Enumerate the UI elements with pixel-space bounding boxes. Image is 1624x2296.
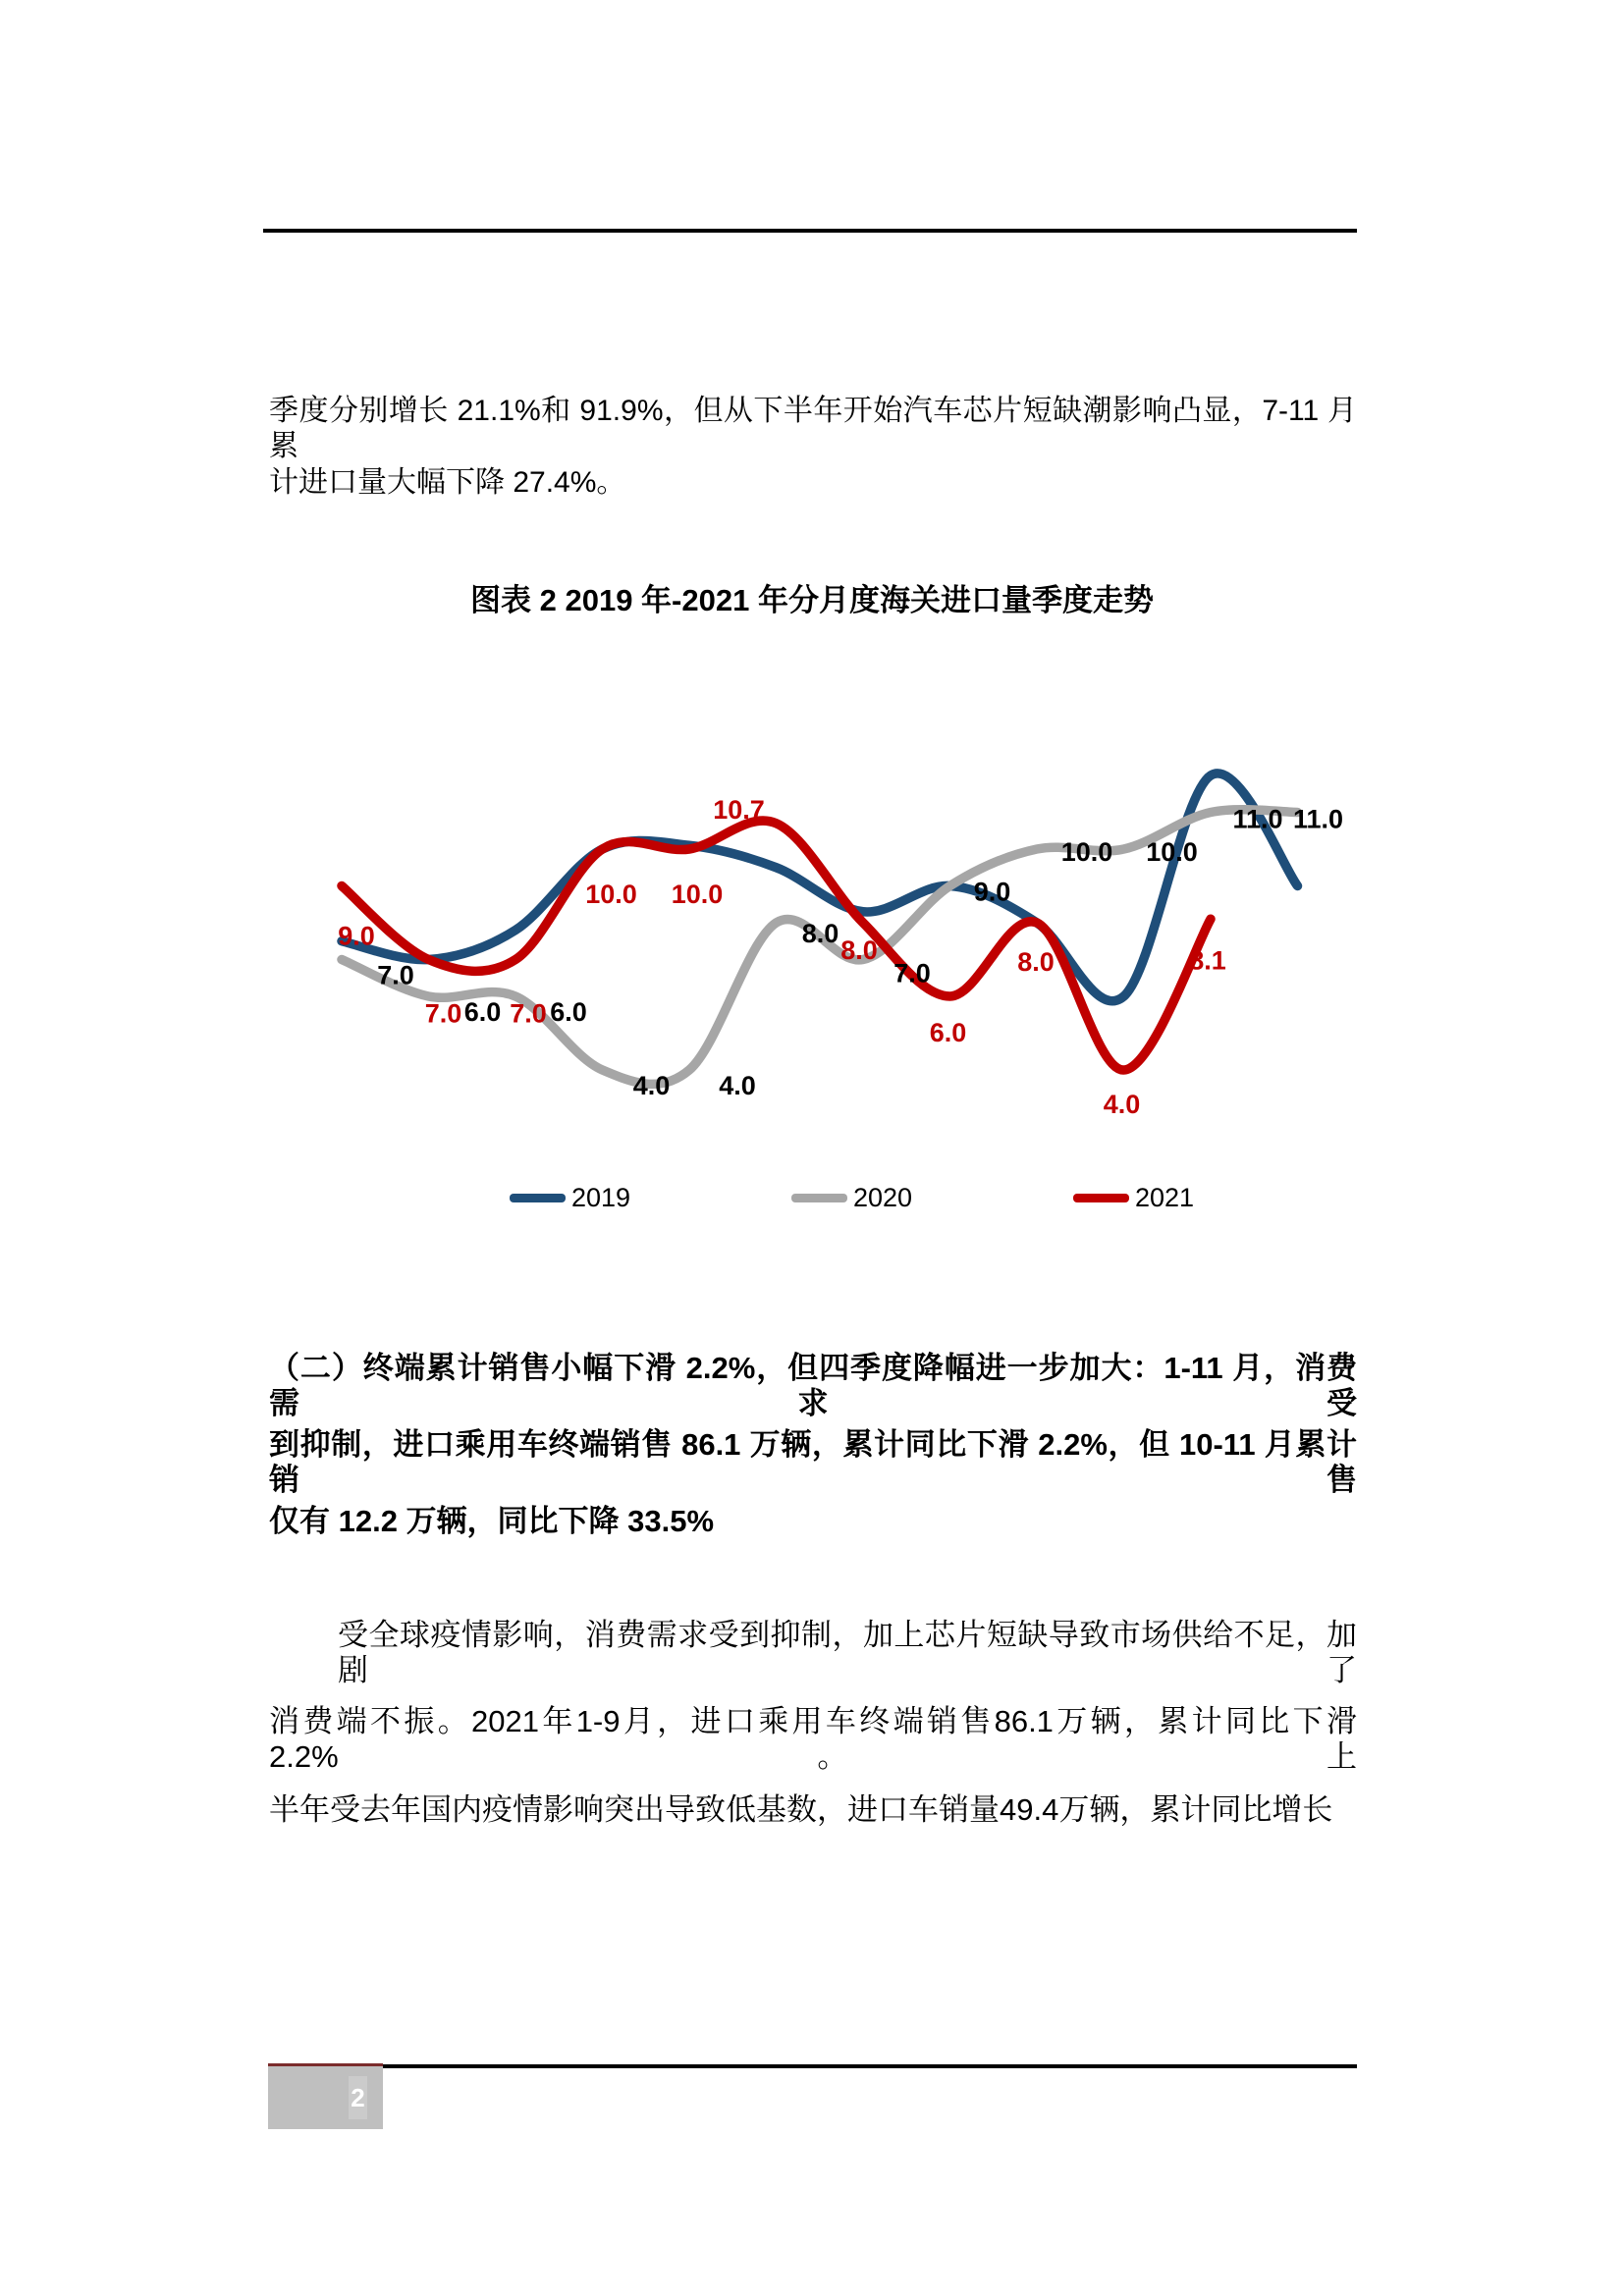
- section-heading-line: 仅有 12.2 万辆，同比下降 33.5%: [269, 1504, 715, 1538]
- data-label-2020: 7.0: [893, 958, 931, 988]
- data-label-2020: 10.0: [1146, 837, 1198, 868]
- data-label-2020: 7.0: [377, 960, 414, 990]
- data-label-2021: 8.0: [1017, 947, 1055, 978]
- section-heading-line: （二）终端累计销售小幅下滑 2.2%，但四季度降幅进一步加大：1-11 月，消费需求受: [269, 1351, 1357, 1420]
- body-paragraph-line: 半年受去年国内疫情影响突出导致低基数，进口车销量49.4万辆，累计同比增长: [269, 1792, 1333, 1827]
- data-label-2020: 10.0: [1060, 837, 1113, 868]
- section-heading-line: 到抑制，进口乘用车终端销售 86.1 万辆，累计同比下滑 2.2%，但 10-11 月累计销售: [269, 1427, 1357, 1497]
- data-label-2021: 4.0: [1103, 1090, 1141, 1120]
- legend-item-2019: [510, 1180, 630, 1215]
- data-label-2020: 6.0: [463, 997, 502, 1028]
- page-number-strip: [349, 2076, 367, 2119]
- data-label-2021: 7.0: [424, 998, 462, 1029]
- data-label-2020: 11.0: [1232, 804, 1283, 834]
- intro-paragraph-line: 计进口量大幅下降 27.4%。: [269, 466, 626, 499]
- data-label-2021: 6.0: [929, 1018, 967, 1048]
- intro-paragraph-line: 季度分别增长 21.1%和 91.9%，但从下半年开始汽车芯片短缺潮影响凸显，7-11 月累: [269, 395, 1357, 462]
- legend-label: 2020: [853, 1182, 913, 1212]
- legend-label: 2021: [1135, 1182, 1195, 1212]
- data-label-2021: 8.1: [1189, 945, 1226, 976]
- page-number: 2: [351, 2082, 365, 2112]
- data-label-2021: 10.7: [713, 794, 765, 825]
- body-paragraph-line: 受全球疫情影响，消费需求受到抑制，加上芯片短缺导致市场供给不足，加剧了: [338, 1618, 1357, 1687]
- legend-swatch-2020: [791, 1194, 847, 1202]
- legend-swatch-2021: [1073, 1194, 1129, 1202]
- data-label-2020: 6.0: [550, 997, 587, 1028]
- data-label-2021: 10.0: [671, 880, 724, 910]
- data-label-2020: 11.0: [1292, 804, 1344, 834]
- data-label-2020: 8.0: [801, 919, 839, 949]
- data-label-2020: 4.0: [719, 1071, 756, 1101]
- body-paragraph-line: 消费端不振。2021年1-9月，进口乘用车终端销售86.1万辆，累计同比下滑2.2%。上: [269, 1704, 1357, 1774]
- legend-item-2021: [1073, 1180, 1194, 1215]
- footer-rule: [383, 2064, 1357, 2068]
- chart-title: 图表 2 2019 年-2021 年分月度海关进口量季度走势: [470, 583, 1154, 617]
- page-number-badge: [268, 2066, 383, 2129]
- data-label-2021: 7.0: [510, 998, 547, 1029]
- data-label-2021: 10.0: [585, 880, 637, 910]
- chart-legend: [0, 1180, 1624, 1215]
- data-label-2021: 8.0: [840, 935, 878, 966]
- legend-swatch-2019: [510, 1194, 566, 1202]
- legend-item-2020: [791, 1180, 912, 1215]
- legend-label: 2019: [571, 1182, 631, 1212]
- data-label-2020: 9.0: [973, 877, 1011, 907]
- data-label-2021: 9.0: [338, 921, 375, 951]
- data-label-2020: 4.0: [632, 1071, 671, 1101]
